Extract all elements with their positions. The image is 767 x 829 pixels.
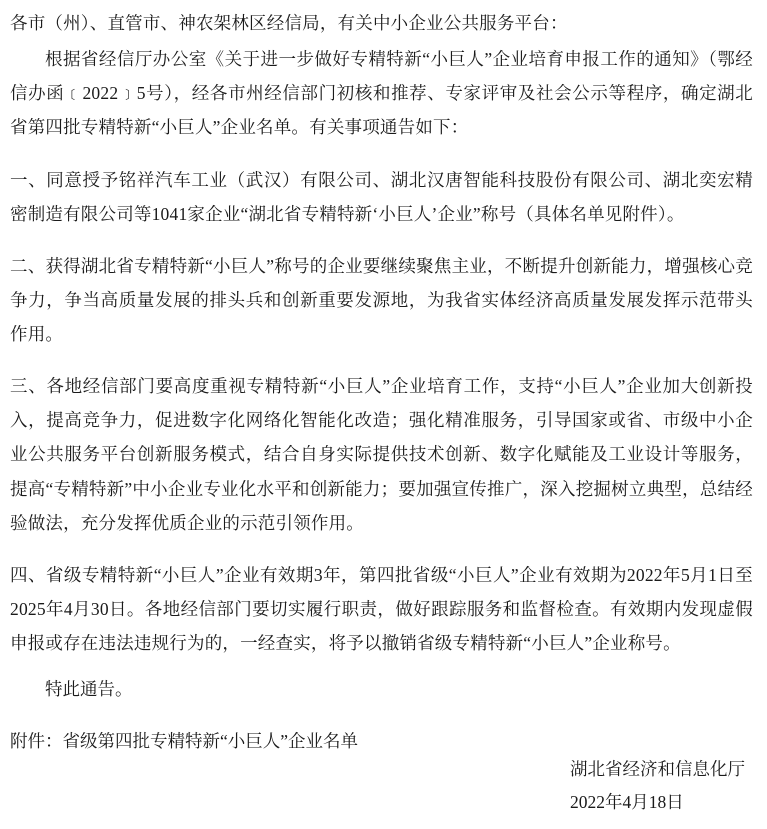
document-item-2: 二、获得湖北省专精特新“小巨人”称号的企业要继续聚焦主业，不断提升创新能力，增强核心竞争力，争当高质量发展的排头兵和创新重要发源地，为我省实体经济高质量发展发挥示范带头作用。 bbox=[10, 255, 753, 344]
document-item-1: 一、同意授予铭祥汽车工业（武汉）有限公司、湖北汉唐智能科技股份有限公司、湖北奕宏精密制造有限公司等1041家企业“湖北省专精特新‘小巨人’企业”称号（具体名单见附件）。 bbox=[10, 169, 753, 224]
document-signature bbox=[570, 753, 745, 820]
document-item-3: 三、各地经信部门要高度重视专精特新“小巨人”企业培育工作，支持“小巨人”企业加大创新投入，提高竞争力，促进数字化网络化智能化改造；强化精准服务，引导国家或省、市级中小企业公共服务平台创新服务模式，结合自身实际提供技术创新、数字化赋能及工业设计等服务，提高“专精特新”中小企业专业化水平和创新能力；要加强宣传推广，深入挖掘树立典型，总结经验做法，充分发挥优质企业的示范引领作用。 bbox=[10, 376, 753, 533]
signature-date: 2022年4月18日 bbox=[570, 791, 684, 812]
document-closing: 特此通告。 bbox=[45, 679, 133, 700]
signature-organization: 湖北省经济和信息化厅 bbox=[570, 758, 745, 779]
document-intro-paragraph: 根据省经信厅办公室《关于进一步做好专精特新“小巨人”企业培育申报工作的通知》（鄂经信办函﹝2022﹞5号），经各市州经信部门初核和推荐、专家评审及社会公示等程序，确定湖北省第四批专精特新“小巨人”企业名单。有关事项通告如下： bbox=[10, 49, 753, 138]
document-header-line: 各市（州）、直管市、神农架林区经信局，有关中小企业公共服务平台： bbox=[10, 13, 568, 33]
document-attachment: 附件：省级第四批专精特新“小巨人”企业名单 bbox=[10, 731, 359, 752]
document-item-4: 四、省级专精特新“小巨人”企业有效期3年，第四批省级“小巨人”企业有效期为2022年5月1日至2025年4月30日。各地经信部门要切实履行职责，做好跟踪服务和监督检查。有效期内发现虚假申报或存在违法违规行为的，一经查实，将予以撤销省级专精特新“小巨人”企业称号。 bbox=[10, 564, 753, 653]
